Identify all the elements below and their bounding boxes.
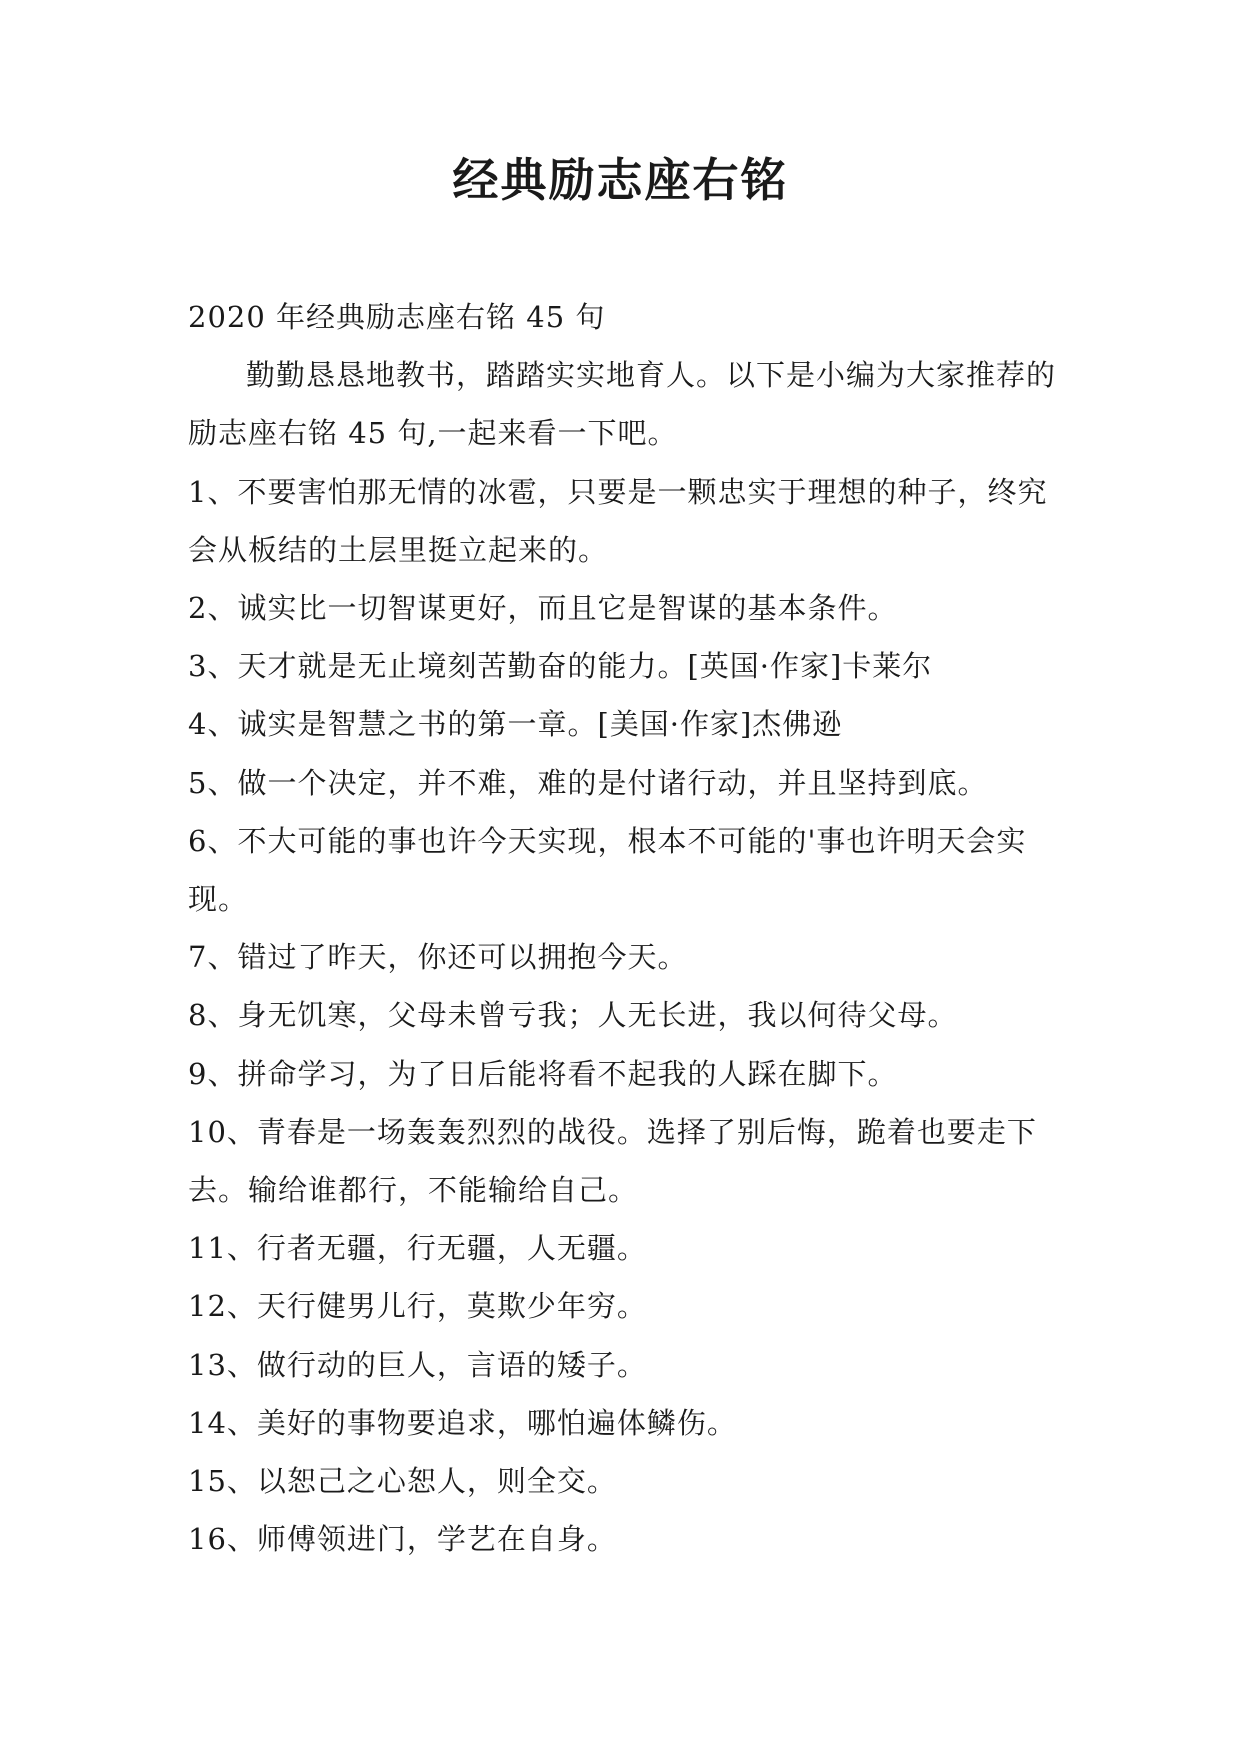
document-title: 经典励志座右铭 bbox=[452, 153, 789, 207]
document-body bbox=[188, 288, 1068, 1568]
list-item: 9、拼命学习，为了日后能将看不起我的人踩在脚下。 bbox=[188, 1056, 898, 1091]
list-item: 8、身无饥寒，父母未曾亏我；人无长进，我以何待父母。 bbox=[188, 998, 958, 1033]
list-item: 1、不要害怕那无情的冰雹，只要是一颗忠实于理想的种子，终究会从板结的土层里挺立起来的。 bbox=[188, 474, 1048, 567]
list-item: 6、不大可能的事也许今天实现，根本不可能的'事也许明天会实现。 bbox=[188, 823, 1027, 917]
list-item: 14、美好的事物要追求，哪怕遍体鳞伤。 bbox=[188, 1405, 737, 1440]
list-item: 11、行者无疆，行无疆，人无疆。 bbox=[188, 1231, 647, 1266]
intro-paragraph: 勤勤恳恳地教书，踏踏实实地育人。以下是小编为大家推荐的励志座右铭 45 句,一起来看一下吧。 bbox=[188, 358, 1057, 451]
list-item: 10、青春是一场轰轰烈烈的战役。选择了别后悔，跪着也要走下去。输给谁都行，不能输给自己。 bbox=[188, 1114, 1037, 1208]
list-item: 7、错过了昨天，你还可以拥抱今天。 bbox=[188, 940, 688, 975]
list-item: 13、做行动的巨人，言语的矮子。 bbox=[188, 1347, 647, 1382]
list-item: 5、做一个决定，并不难，难的是付诸行动，并且坚持到底。 bbox=[188, 765, 988, 800]
list-item: 15、以恕己之心恕人，则全交。 bbox=[188, 1464, 617, 1499]
list-item: 16、师傅领进门，学艺在自身。 bbox=[188, 1522, 617, 1557]
list-item: 3、天才就是无止境刻苦勤奋的能力。[英国·作家]卡莱尔 bbox=[188, 649, 933, 684]
list-item: 2、诚实比一切智谋更好，而且它是智谋的基本条件。 bbox=[188, 591, 898, 626]
list-item: 4、诚实是智慧之书的第一章。[美国·作家]杰佛逊 bbox=[188, 707, 843, 742]
list-item: 12、天行健男儿行，莫欺少年穷。 bbox=[188, 1289, 647, 1324]
document-subtitle: 2020 年经典励志座右铭 45 句 bbox=[188, 300, 606, 334]
